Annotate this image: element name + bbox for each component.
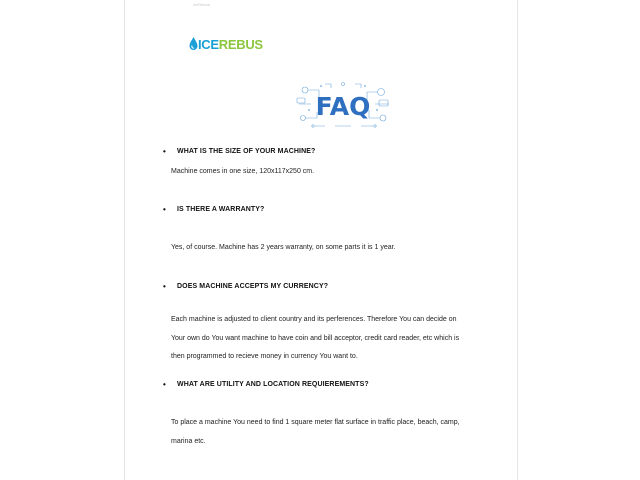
faq-heading-text: FAQ [315, 92, 371, 121]
logo-ice: ICE [198, 36, 219, 52]
faq-question-4: • WHAT ARE UTILITY AND LOCATION REQUIEREMENTS? [177, 381, 369, 388]
faq-answer-4: To place a machine You need to find 1 square meter flat surface in traffic place, beach, camp, marina etc. [171, 419, 460, 445]
logo-rebus: REBUS [218, 36, 263, 52]
faq-illustration [295, 80, 391, 130]
icerebus-logo [189, 35, 263, 53]
logo-wordmark [198, 38, 263, 51]
header-watermark: IceRebus [193, 2, 210, 7]
faq-answer-3: Each machine is adjusted to client country and its perferences. Therefore You can decide on Your own do You want machine to have coin and bill acceptor, credit card reader, etc which is then programmed to recieve money in currency You want to. [171, 316, 460, 360]
document-page [124, 0, 518, 480]
faq-answer-1: Machine comes in one size, 120x117x250 cm. [171, 168, 315, 175]
faq-answer-2: Yes, of course. Machine has 2 years warranty, on some parts it is 1 year. [171, 244, 396, 251]
faq-question-1: • WHAT IS THE SIZE OF YOUR MACHINE? [177, 148, 315, 155]
faq-question-3: • DOES MACHINE ACCEPTS MY CURRENCY? [177, 283, 328, 290]
droplet-icon [189, 37, 198, 51]
faq-question-2: • IS THERE A WARRANTY? [177, 206, 264, 213]
